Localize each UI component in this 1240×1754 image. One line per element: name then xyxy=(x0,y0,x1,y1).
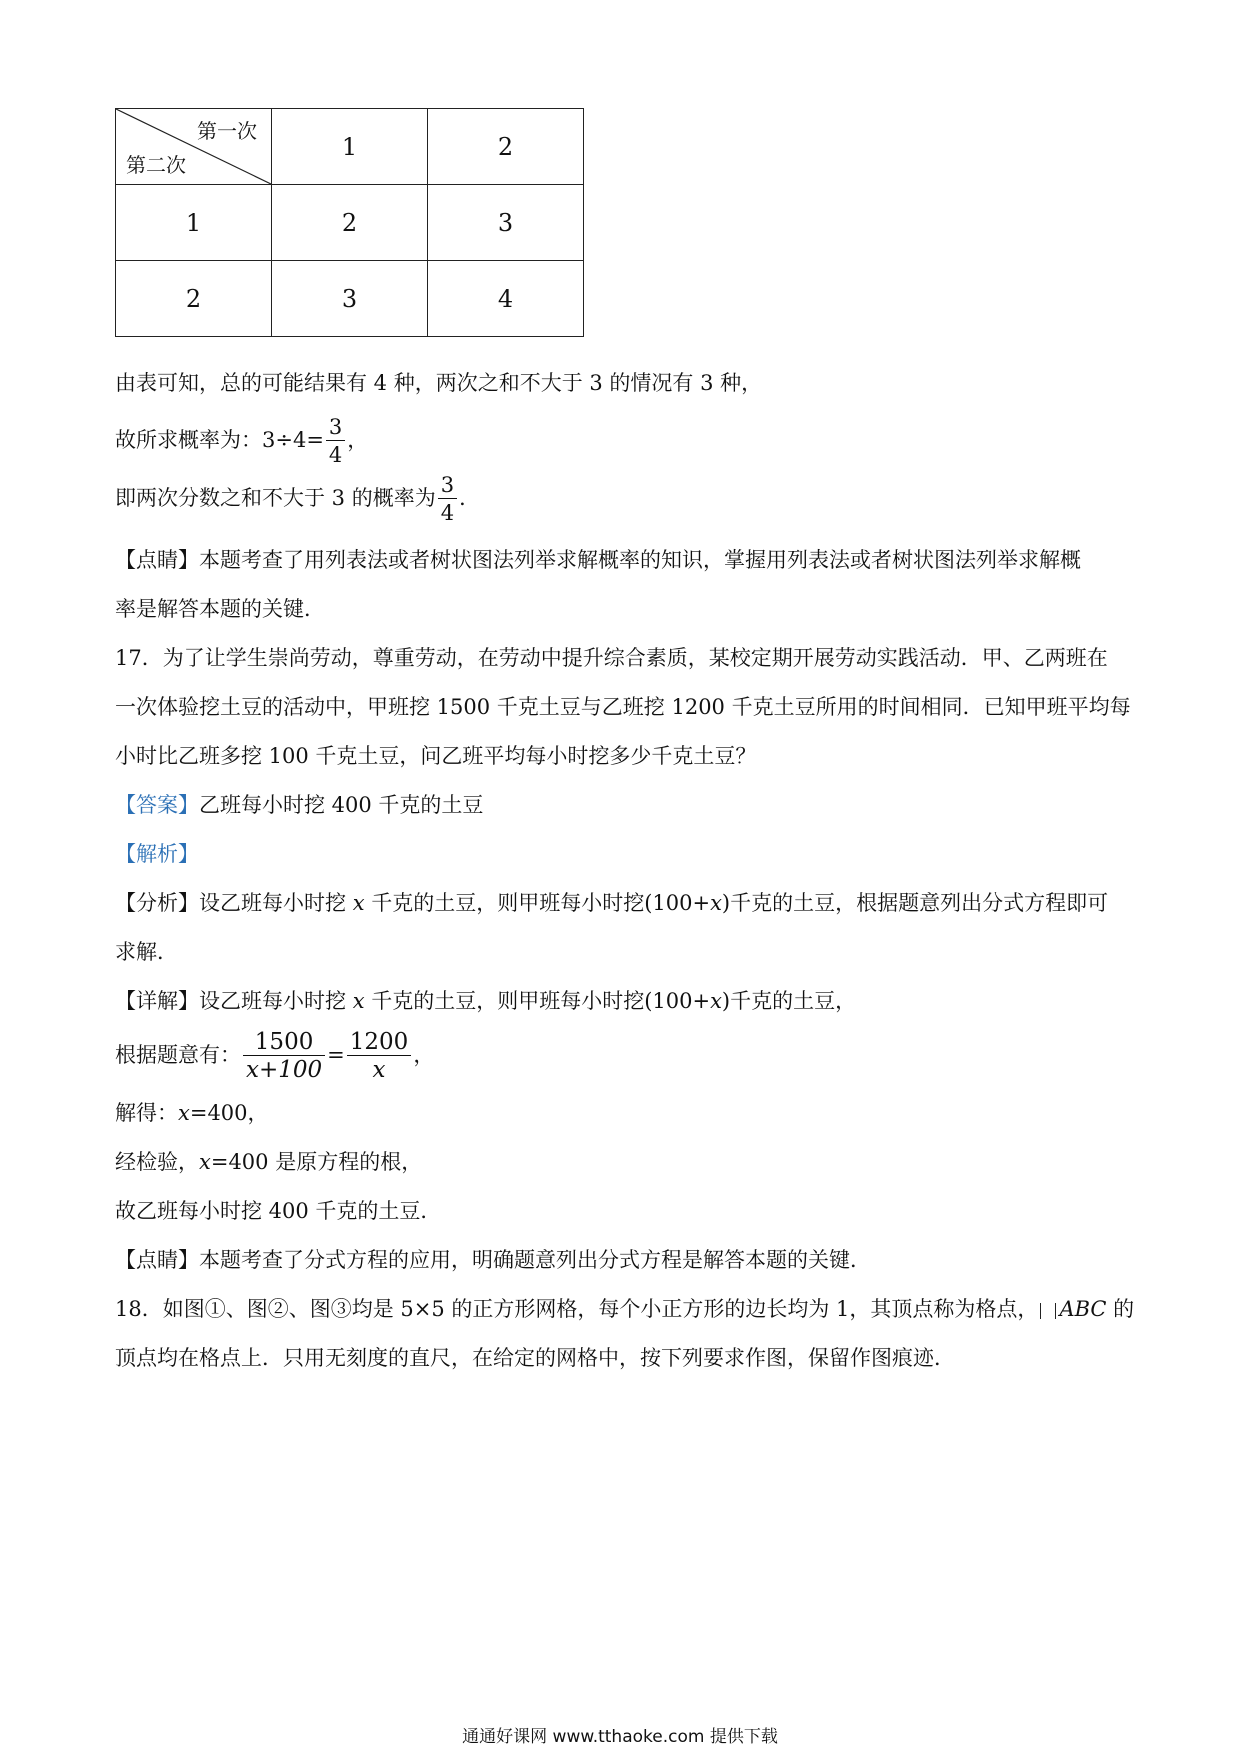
fraction xyxy=(438,472,457,527)
corner-label-first: 第一次 xyxy=(197,119,257,143)
fraction-denominator: x+100 xyxy=(246,1057,323,1083)
variable-x: x xyxy=(352,989,365,1013)
text-segment: )千克的土豆，根据题意列出分式方程即可 xyxy=(721,891,1109,915)
question-17-line: 17．为了让学生崇尚劳动，尊重劳动，在劳动中提升综合素质，某校定期开展劳动实践活动．甲、乙两班在 xyxy=(115,646,1108,670)
text-segment: 千克的土豆，则甲班每小时挖(100+ xyxy=(364,989,711,1013)
analysis-line xyxy=(115,888,1108,918)
comment-tag: 【点睛】 xyxy=(115,548,199,572)
table-cell: 4 xyxy=(428,261,584,337)
text-segment: =400， xyxy=(189,1101,269,1125)
text-line: 由表可知，总的可能结果有 4 种，两次之和不大于 3 的情况有 3 种， xyxy=(115,371,763,395)
table-row xyxy=(116,261,584,337)
text-segment: 解得： xyxy=(115,1101,178,1125)
fraction-denominator: 4 xyxy=(440,501,455,525)
fraction xyxy=(347,1029,412,1084)
text-segment: )千克的土豆， xyxy=(721,989,857,1013)
variable-x: x xyxy=(710,891,722,915)
fraction-numerator: 1200 xyxy=(347,1029,412,1056)
answer-tag: 【答案】 xyxy=(115,793,199,817)
fraction xyxy=(243,1029,325,1084)
fraction-numerator: 3 xyxy=(438,472,457,499)
table-cell: 3 xyxy=(428,185,584,261)
probability-table xyxy=(115,108,584,337)
header-cell: 2 xyxy=(428,109,584,185)
text-segment: =400 是原方程的根， xyxy=(210,1150,423,1174)
fraction-denominator: x xyxy=(372,1057,386,1083)
analysis-tag: 【解析】 xyxy=(115,842,199,866)
equation-line xyxy=(115,1024,434,1086)
text-segment: ， xyxy=(347,428,369,452)
answer-line xyxy=(115,790,483,820)
text-segment: 设乙班每小时挖 xyxy=(199,989,353,1013)
comment-line xyxy=(115,545,1081,575)
variable-x: x xyxy=(178,1101,190,1125)
row-label-cell: 2 xyxy=(116,261,272,337)
table-row xyxy=(116,185,584,261)
conclusion-line: 故乙班每小时挖 400 千克的土豆． xyxy=(115,1199,442,1223)
header-cell: 1 xyxy=(272,109,428,185)
question-18-line xyxy=(115,1294,1134,1324)
text-segment: 千克的土豆，则甲班每小时挖(100+ xyxy=(364,891,711,915)
triangle-label: ABC xyxy=(1059,1297,1107,1321)
table-corner-cell xyxy=(116,109,272,185)
text-segment: 本题考查了分式方程的应用，明确题意列出分式方程是解答本题的关键． xyxy=(199,1248,871,1272)
corner-label-second: 第二次 xyxy=(126,153,186,177)
text-line: 率是解答本题的关键． xyxy=(115,597,325,621)
comment-tag: 【点睛】 xyxy=(115,1248,199,1272)
text-segment: ， xyxy=(413,1043,435,1067)
fraction-numerator: 3 xyxy=(326,414,345,441)
row-label-cell: 1 xyxy=(116,185,272,261)
page-footer: 通通好课网 www.tthaoke.com 提供下载 xyxy=(462,1727,778,1747)
text-segment: 本题考查了用列表法或者树状图法列举求解概率的知识，掌握用列表法或者树状图法列举求解概 xyxy=(199,548,1081,572)
solve-line xyxy=(115,1098,269,1128)
text-segment: 18．如图①、图②、图③均是 5×5 的正方形网格，每个小正方形的边长均为 1，其顶点称为格点， xyxy=(115,1297,1039,1321)
detail-tag: 【详解】 xyxy=(115,989,199,1013)
answer-text: 乙班每小时挖 400 千克的土豆 xyxy=(199,793,484,817)
variable-x: x xyxy=(199,1150,211,1174)
table-cell: 3 xyxy=(272,261,428,337)
fraction-denominator: 4 xyxy=(328,443,343,467)
fraction-numerator: 1500 xyxy=(243,1029,325,1056)
text-segment: ． xyxy=(459,486,481,510)
variable-x: x xyxy=(352,891,365,915)
text-line: 求解． xyxy=(115,940,178,964)
detail-line xyxy=(115,986,856,1016)
text-segment: 故所求概率为：3÷4= xyxy=(115,428,324,452)
text-segment: 根据题意有： xyxy=(115,1043,241,1067)
question-17-line: 一次体验挖土豆的活动中，甲班挖 1500 千克土豆与乙班挖 1200 千克土豆所用的时间相同．已知甲班平均每 xyxy=(115,695,1131,719)
question-17-line: 小时比乙班多挖 100 千克土豆，问乙班平均每小时挖多少千克土豆？ xyxy=(115,744,757,768)
text-segment: 的 xyxy=(1106,1297,1135,1321)
triangle-symbol-icon xyxy=(1040,1303,1056,1319)
equals-sign: = xyxy=(327,1043,345,1067)
text-segment: 即两次分数之和不大于 3 的概率为 xyxy=(115,486,436,510)
fraction xyxy=(326,414,345,469)
comment-line xyxy=(115,1245,871,1275)
analysis-sub-tag: 【分析】 xyxy=(115,891,199,915)
probability-line xyxy=(115,410,368,470)
probability-conclusion-line xyxy=(115,468,480,528)
text-segment: 经检验， xyxy=(115,1150,199,1174)
table-cell: 2 xyxy=(272,185,428,261)
check-line xyxy=(115,1147,422,1177)
question-18-line: 顶点均在格点上．只用无刻度的直尺，在给定的网格中，按下列要求作图，保留作图痕迹． xyxy=(115,1346,955,1370)
text-segment: 设乙班每小时挖 xyxy=(199,891,353,915)
variable-x: x xyxy=(710,989,722,1013)
